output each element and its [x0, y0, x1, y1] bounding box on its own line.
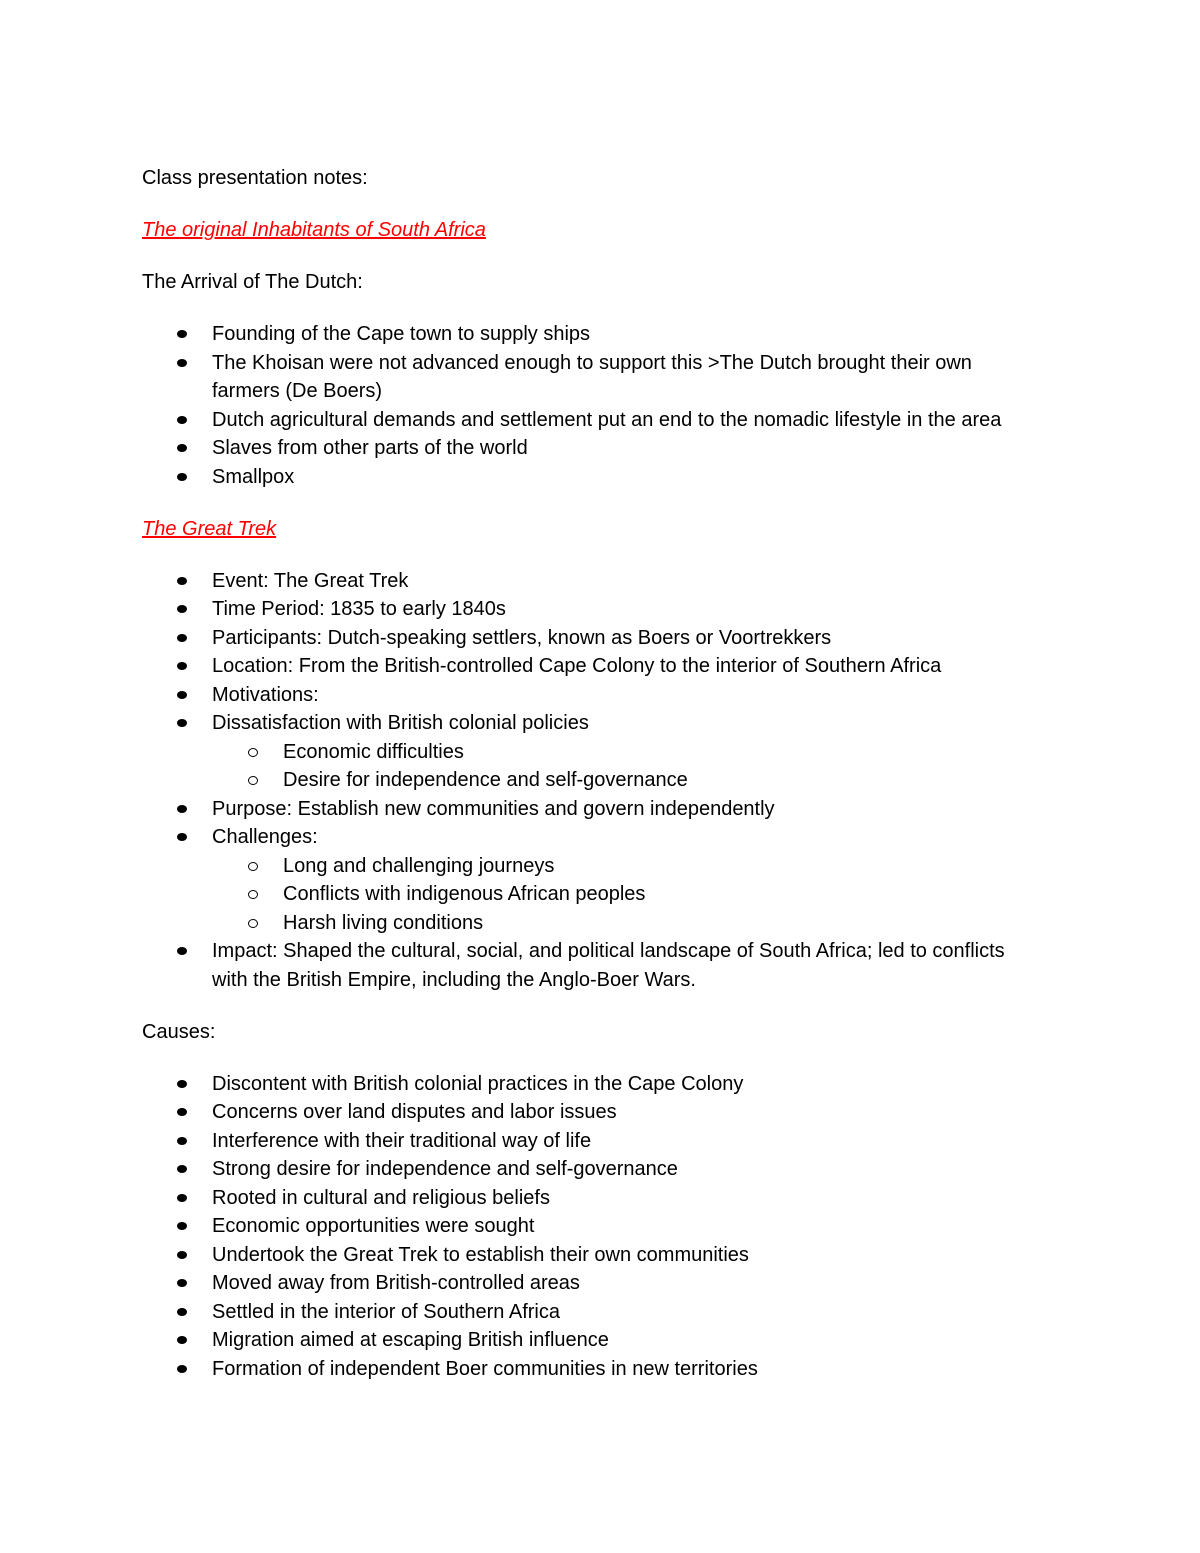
- list-item: Migration aimed at escaping British influence: [142, 1326, 1042, 1355]
- bullet-icon: [177, 691, 187, 699]
- section-heading-great-trek[interactable]: The Great Trek: [142, 517, 277, 540]
- arrival-list: [142, 320, 1042, 491]
- bullet-icon: [177, 833, 187, 841]
- list-item: Purpose: Establish new communities and govern independently: [142, 795, 1042, 824]
- list-item: Founding of the Cape town to supply ships: [142, 320, 1042, 349]
- sub-list-item: Harsh living conditions: [142, 909, 1042, 938]
- bullet-icon: [177, 1108, 187, 1116]
- bullet-icon: [177, 605, 187, 613]
- list-item: The Khoisan were not advanced enough to support this >The Dutch brought their own farmers (De Boers): [142, 349, 1042, 406]
- list-item: Concerns over land disputes and labor issues: [142, 1098, 1042, 1127]
- hollow-bullet-icon: [248, 776, 258, 785]
- bullet-icon: [177, 473, 187, 481]
- subheading-causes: Causes:: [142, 1020, 216, 1043]
- bullet-icon: [177, 662, 187, 670]
- hollow-bullet-icon: [248, 890, 258, 899]
- bullet-icon: [177, 1336, 187, 1344]
- hollow-bullet-icon: [248, 748, 258, 757]
- list-item: Slaves from other parts of the world: [142, 434, 1042, 463]
- sub-list-item: Economic difficulties: [142, 738, 1042, 767]
- bullet-icon: [177, 805, 187, 813]
- list-item: Motivations:: [142, 681, 1042, 710]
- great-trek-list: [142, 567, 1042, 995]
- bullet-icon: [177, 1080, 187, 1088]
- list-item: Participants: Dutch-speaking settlers, known as Boers or Voortrekkers: [142, 624, 1042, 653]
- bullet-icon: [177, 330, 187, 338]
- bullet-icon: [177, 1194, 187, 1202]
- list-item: Moved away from British-controlled areas: [142, 1269, 1042, 1298]
- list-item: Challenges:: [142, 823, 1042, 852]
- bullet-icon: [177, 1279, 187, 1287]
- sub-list-item: Long and challenging journeys: [142, 852, 1042, 881]
- list-item: Economic opportunities were sought: [142, 1212, 1042, 1241]
- page-title: Class presentation notes:: [142, 167, 368, 189]
- list-item: Settled in the interior of Southern Africa: [142, 1298, 1042, 1327]
- hollow-bullet-icon: [248, 862, 258, 871]
- list-item: Smallpox: [142, 463, 1042, 492]
- sub-list-item: Desire for independence and self-governance: [142, 766, 1042, 795]
- list-item: Interference with their traditional way of life: [142, 1127, 1042, 1156]
- list-item: Discontent with British colonial practices in the Cape Colony: [142, 1070, 1042, 1099]
- list-item: Undertook the Great Trek to establish their own communities: [142, 1241, 1042, 1270]
- bullet-icon: [177, 416, 187, 424]
- bullet-icon: [177, 1137, 187, 1145]
- bullet-icon: [177, 1365, 187, 1373]
- bullet-icon: [177, 719, 187, 727]
- bullet-icon: [177, 359, 187, 367]
- causes-list: [142, 1070, 1042, 1384]
- subheading-arrival-of-dutch: The Arrival of The Dutch:: [142, 271, 363, 293]
- list-item: Dutch agricultural demands and settlement put an end to the nomadic lifestyle in the area: [142, 406, 1042, 435]
- sub-list-item: Conflicts with indigenous African peoples: [142, 880, 1042, 909]
- list-item: Time Period: 1835 to early 1840s: [142, 595, 1042, 624]
- list-item: Strong desire for independence and self-governance: [142, 1155, 1042, 1184]
- bullet-icon: [177, 444, 187, 452]
- bullet-icon: [177, 1251, 187, 1259]
- list-item: Impact: Shaped the cultural, social, and political landscape of South Africa; led to conflicts with the British Empire, including the Anglo-Boer Wars.: [142, 937, 1042, 994]
- bullet-icon: [177, 1165, 187, 1173]
- bullet-icon: [177, 1308, 187, 1316]
- bullet-icon: [177, 1222, 187, 1230]
- document-page: [142, 164, 1042, 1407]
- bullet-icon: [177, 947, 187, 955]
- bullet-icon: [177, 634, 187, 642]
- list-item: Rooted in cultural and religious beliefs: [142, 1184, 1042, 1213]
- list-item: Event: The Great Trek: [142, 567, 1042, 596]
- bullet-icon: [177, 577, 187, 585]
- list-item: Location: From the British-controlled Cape Colony to the interior of Southern Africa: [142, 652, 1042, 681]
- list-item: Formation of independent Boer communities in new territories: [142, 1355, 1042, 1384]
- hollow-bullet-icon: [248, 919, 258, 928]
- list-item: Dissatisfaction with British colonial policies: [142, 709, 1042, 738]
- section-heading-original-inhabitants[interactable]: The original Inhabitants of South Africa: [142, 219, 486, 241]
